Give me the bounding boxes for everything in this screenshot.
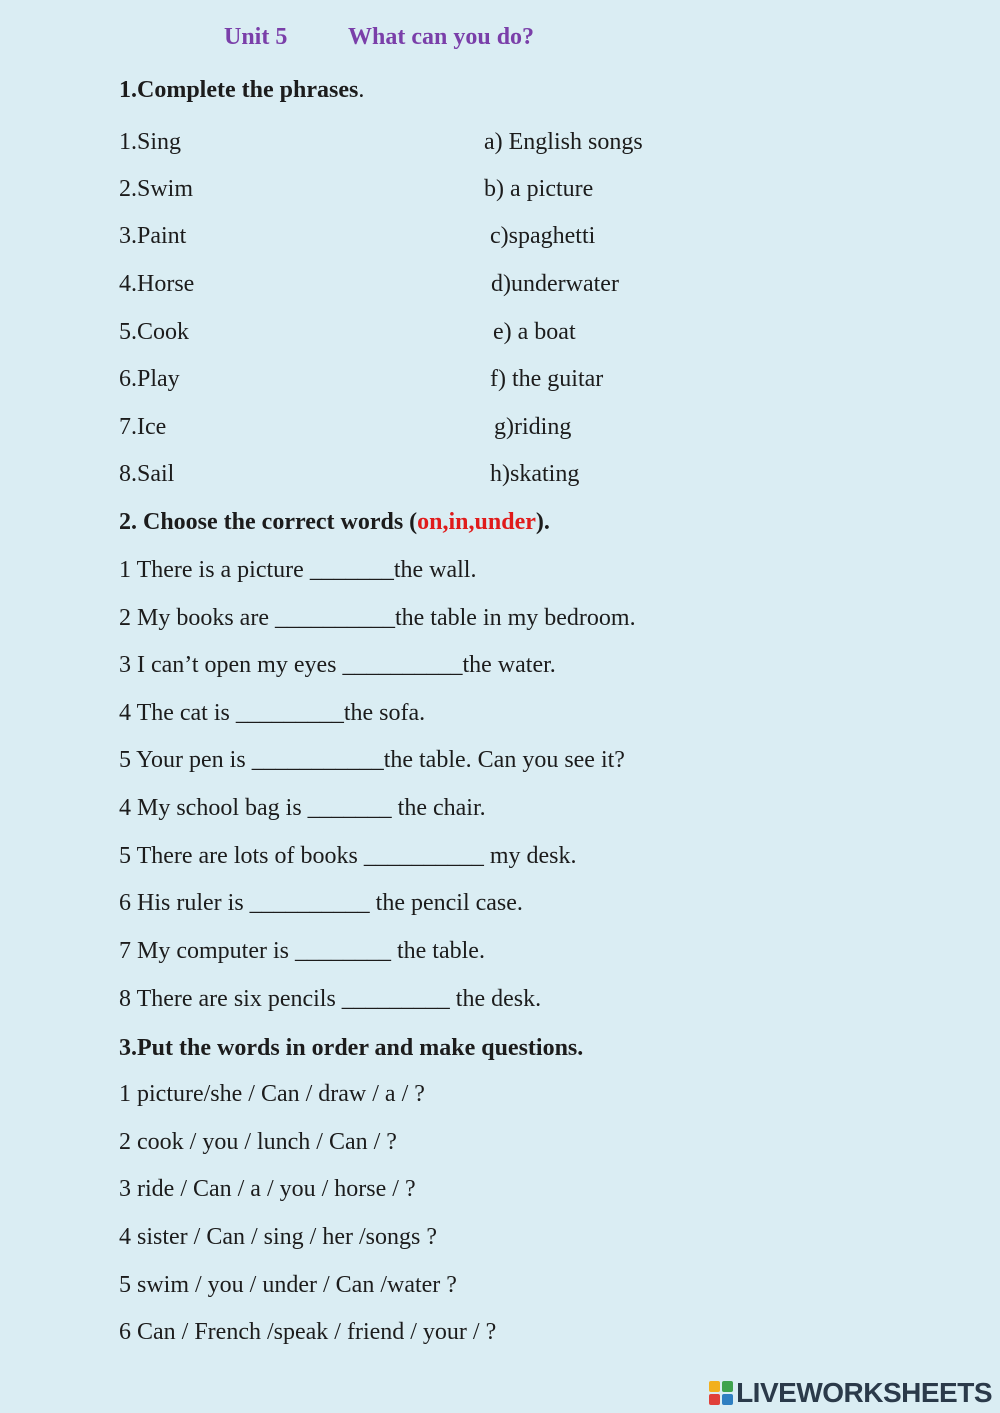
phrase-left: 5.Cook xyxy=(119,319,190,345)
phrase-right: e) a boat xyxy=(493,319,576,345)
phrase-left: 8.Sail xyxy=(119,461,175,487)
phrase-right: f) the guitar xyxy=(490,366,604,392)
word-order-item: 4 sister / Can / sing / her /songs ? xyxy=(119,1224,437,1250)
fill-blank-sentence: 5 Your pen is ___________the table. Can you see it? xyxy=(119,747,625,773)
word-order-item: 3 ride / Can / a / you / horse / ? xyxy=(119,1176,416,1202)
phrase-left: 2.Swim xyxy=(119,176,194,202)
worksheet-title xyxy=(224,24,534,51)
word-order-item: 2 cook / you / lunch / Can / ? xyxy=(119,1129,397,1155)
fill-blank-sentence: 4 The cat is _________the sofa. xyxy=(119,700,426,726)
phrase-left: 1.Sing xyxy=(119,129,182,155)
liveworksheets-logo-icon xyxy=(709,1381,733,1405)
liveworksheets-logo xyxy=(709,1379,992,1407)
fill-blank-sentence: 7 My computer is ________ the table. xyxy=(119,938,485,964)
highlighted-words: on,in,under xyxy=(417,509,536,535)
word-order-item: 6 Can / French /speak / friend / your / ? xyxy=(119,1319,497,1345)
section1-heading: 1.Complete the phrases. xyxy=(119,77,365,103)
fill-blank-sentence: 5 There are lots of books __________ my desk. xyxy=(119,843,577,869)
fill-blank-sentence: 1 There is a picture _______the wall. xyxy=(119,557,477,583)
unit-label: Unit 5 xyxy=(224,24,288,50)
fill-blank-sentence: 3 I can’t open my eyes __________the water. xyxy=(119,652,556,678)
fill-blank-sentence: 6 His ruler is __________ the pencil case. xyxy=(119,890,523,916)
title-text: What can you do? xyxy=(348,24,535,50)
logo-text: LIVEWORKSHEETS xyxy=(736,1377,992,1408)
phrase-left: 4.Horse xyxy=(119,271,195,297)
section2-heading: 2. Choose the correct words (on,in,under). xyxy=(119,509,550,535)
phrase-right: b) a picture xyxy=(484,176,594,202)
phrase-right: a) English songs xyxy=(484,129,643,155)
phrase-right: h)skating xyxy=(490,461,580,487)
fill-blank-sentence: 2 My books are __________the table in my bedroom. xyxy=(119,605,636,631)
phrase-left: 6.Play xyxy=(119,366,180,392)
phrase-right: g)riding xyxy=(494,414,572,440)
section3-heading: 3.Put the words in order and make questions. xyxy=(119,1035,584,1061)
phrase-right: c)spaghetti xyxy=(490,223,596,249)
word-order-item: 1 picture/she / Can / draw / a / ? xyxy=(119,1081,425,1107)
word-order-item: 5 swim / you / under / Can /water ? xyxy=(119,1272,457,1298)
fill-blank-sentence: 4 My school bag is _______ the chair. xyxy=(119,795,486,821)
phrase-left: 7.Ice xyxy=(119,414,167,440)
fill-blank-sentence: 8 There are six pencils _________ the desk. xyxy=(119,986,542,1012)
phrase-left: 3.Paint xyxy=(119,223,187,249)
phrase-right: d)underwater xyxy=(491,271,619,297)
